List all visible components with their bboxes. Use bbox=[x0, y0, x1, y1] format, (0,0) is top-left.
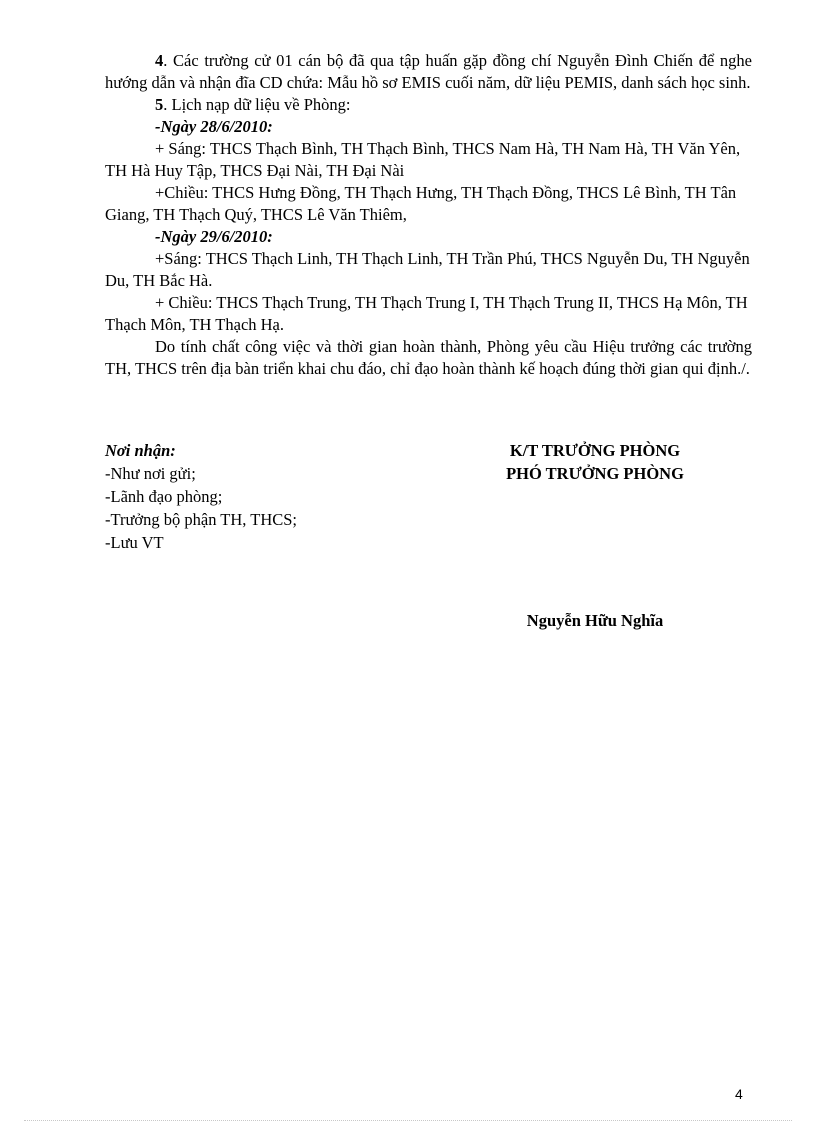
schedule-2-afternoon: + Chiều: THCS Thạch Trung, TH Thạch Trung I, TH Thạch Trung II, THCS Hạ Môn, TH Thạch Môn, TH Thạch Hạ. bbox=[105, 293, 748, 334]
signature-title-line-2: PHÓ TRƯỞNG PHÒNG bbox=[506, 464, 684, 483]
item-5-number: 5 bbox=[155, 95, 164, 114]
document-body bbox=[105, 50, 752, 380]
item-4-paragraph bbox=[105, 50, 752, 94]
item-5-text: . Lịch nạp dữ liệu về Phòng: bbox=[163, 95, 351, 114]
page-number: 4 bbox=[735, 1086, 743, 1102]
schedule-date-2: -Ngày 29/6/2010: bbox=[155, 227, 273, 246]
item-4-text: . Các trường cử 01 cán bộ đã qua tập huấn gặp đồng chí Nguyễn Đình Chiến để nghe hướng dẫn và nhận đĩa CD chứa: Mẫu hồ sơ EMIS cuối năm, dữ liệu PEMIS, danh sách học sinh. bbox=[105, 51, 752, 92]
signer-name: Nguyễn Hữu Nghĩa bbox=[526, 611, 664, 630]
recipient-line: -Như nơi gửi; bbox=[105, 464, 196, 483]
recipients-block bbox=[105, 439, 425, 554]
schedule-1-morning: + Sáng: THCS Thạch Bình, TH Thạch Bình, THCS Nam Hà, TH Nam Hà, TH Văn Yên, TH Hà Huy Tập, THCS Đại Nài, TH Đại Nài bbox=[105, 139, 741, 180]
signature-title-line-1: K/T TRƯỞNG PHÒNG bbox=[509, 441, 681, 460]
recipient-line: -Lãnh đạo phòng; bbox=[105, 487, 223, 506]
signature-title-block bbox=[470, 439, 720, 485]
schedule-date-1: -Ngày 28/6/2010: bbox=[155, 117, 273, 136]
recipients-heading: Nơi nhận: bbox=[105, 441, 176, 460]
recipient-line: -Trưởng bộ phận TH, THCS; bbox=[105, 510, 298, 529]
schedule-1-afternoon: +Chiều: THCS Hưng Đồng, TH Thạch Hưng, TH Thạch Đồng, THCS Lê Bình, TH Tân Giang, TH Thạch Quý, THCS Lê Văn Thiêm, bbox=[105, 183, 737, 224]
closing-paragraph: Do tính chất công việc và thời gian hoàn thành, Phòng yêu cầu Hiệu trưởng các trường TH, THCS trên địa bàn triển khai chu đáo, chỉ đạo hoàn thành kế hoạch đúng thời gian qui định./. bbox=[105, 337, 752, 378]
schedule-2-morning: +Sáng: THCS Thạch Linh, TH Thạch Linh, TH Trần Phú, THCS Nguyễn Du, TH Nguyễn Du, TH Bắc Hà. bbox=[105, 249, 750, 290]
item-5-paragraph bbox=[105, 94, 752, 116]
footer-divider bbox=[24, 1120, 792, 1121]
item-4-number: 4 bbox=[155, 51, 164, 70]
recipient-line: -Lưu VT bbox=[105, 533, 164, 552]
